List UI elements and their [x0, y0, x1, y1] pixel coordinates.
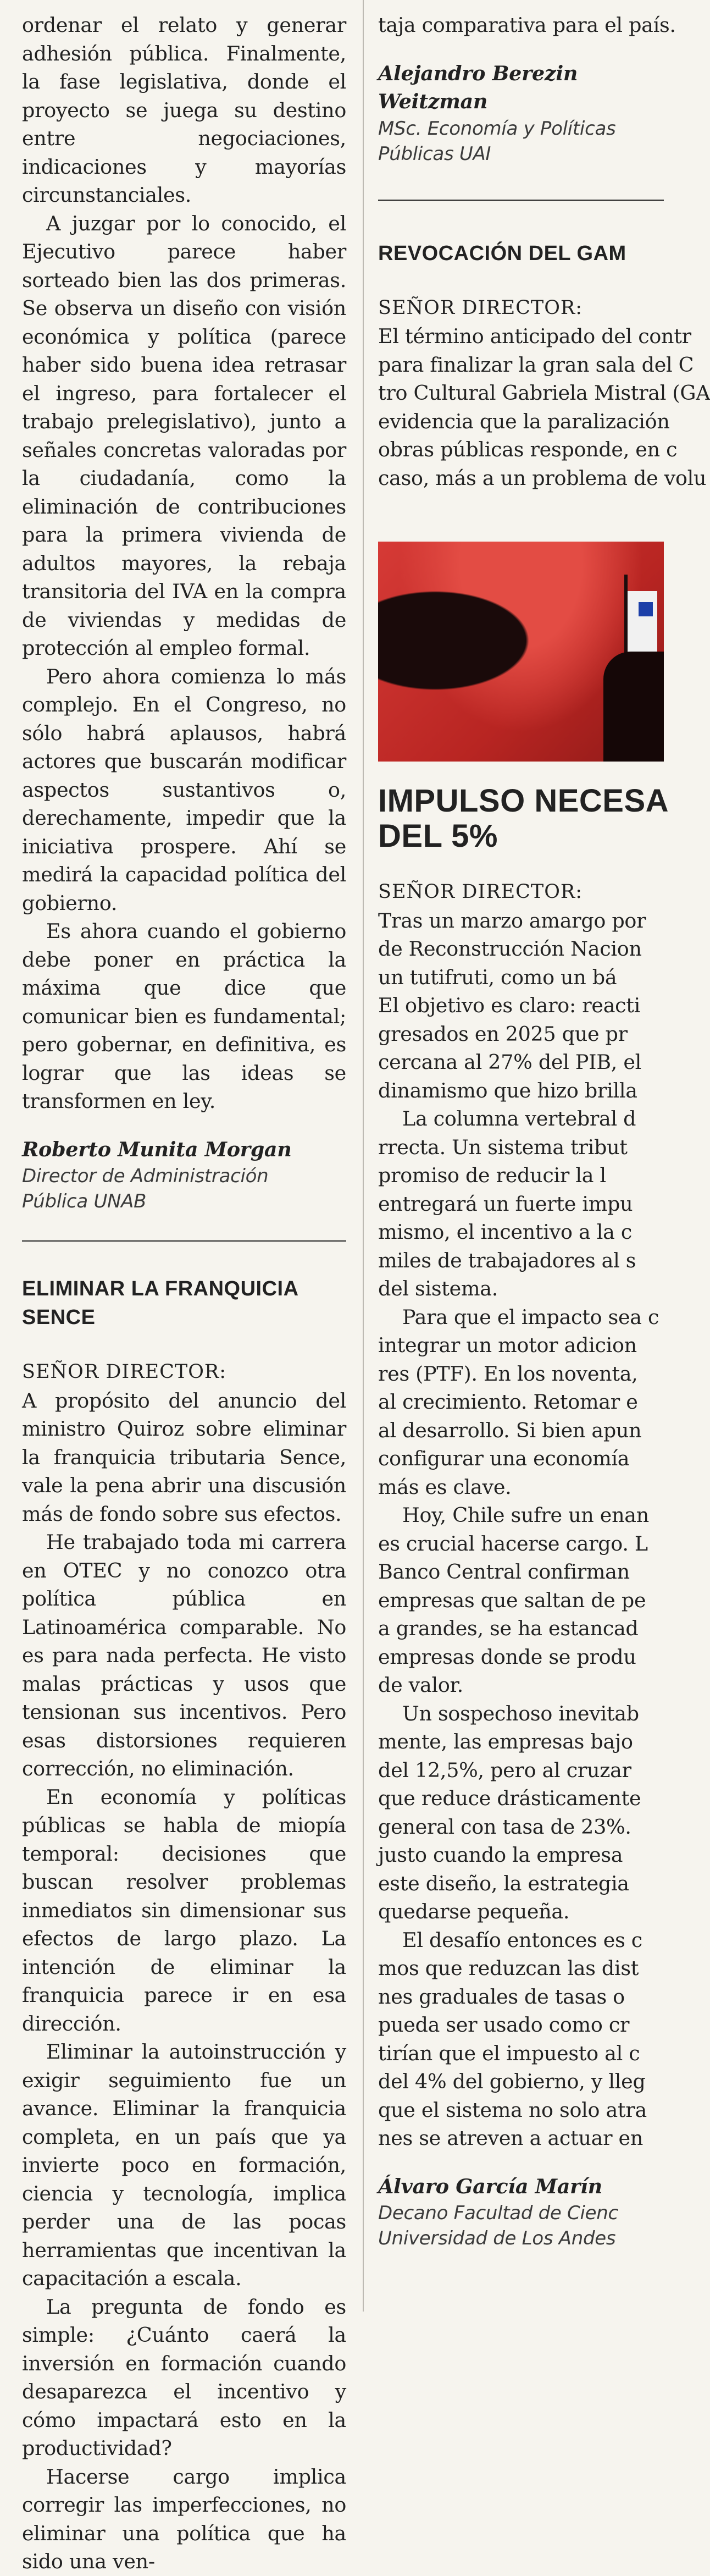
impulso-line: que reduce drásticamente: [378, 1786, 641, 1810]
impulso-line: dinamismo que hizo brilla: [378, 1078, 637, 1102]
letter1-paragraph: Es ahora cuando el gobierno debe poner en práctica la máxima que dice que comunicar bien es fundamental; pero gobernar, en definitiva, es lograr que las ideas se transformen en ley.: [22, 919, 346, 1113]
gam-letter-line: tro Cultural Gabriela Mistral (GA: [378, 381, 710, 405]
letter1-signature-role: Director de Administración: [22, 1165, 269, 1187]
letter1-signature-name: Roberto Munita Morgan: [22, 1137, 292, 1161]
impulso-line: rrecta. Un sistema tribut: [378, 1135, 628, 1159]
impulso-line: Tras un marzo amargo por: [378, 908, 646, 933]
letter2-salutation: SEÑOR DIRECTOR:: [22, 1361, 227, 1383]
impulso-line: del 12,5%, pero al cruzar: [378, 1758, 631, 1782]
letter-continuation: taja comparativa para el país.: [378, 13, 676, 37]
impulso-line: res (PTF). En los noventa,: [378, 1361, 638, 1386]
impulso-line: pueda ser usado como cr: [378, 2013, 630, 2037]
impulso-line: El objetivo es claro: reacti: [378, 994, 641, 1017]
impulso-paragraph-4: [378, 1501, 664, 1700]
impulso-line: integrar un motor adicion: [378, 1333, 637, 1357]
impulso-paragraph-3: [378, 1303, 664, 1502]
figure-silhouette: [603, 652, 664, 762]
impulso-line: miles de trabajadores al s: [378, 1248, 636, 1272]
impulso-line: quedarse pequeña.: [378, 1900, 570, 1923]
letter1-continuation: ordenar el relato y generar adhesión pública. Finalmente, la fase legislativa, donde el proyecto se juega su destino entre negociaciones, indicaciones y mayorías circunstanciales.: [22, 13, 346, 207]
impulso-line: entregará un fuerte impu: [378, 1192, 633, 1216]
impulso-line: más es clave.: [378, 1475, 512, 1499]
impulso-line: de valor.: [378, 1673, 463, 1697]
left-column: [22, 11, 346, 2576]
letter-signature-name: Alejandro Berezin Weitzman: [378, 61, 578, 113]
flag-shape: [628, 591, 657, 657]
impulso-paragraph-5: [378, 1700, 664, 1926]
letter-signature-role: MSc. Economía y Políticas: [378, 117, 616, 140]
gam-letter-line: obras públicas responde, en c: [378, 438, 678, 461]
impulso-title-line: IMPULSO NECESA: [378, 783, 669, 819]
impulso-line: a grandes, se ha estancad: [378, 1617, 639, 1640]
impulso-line: Banco Central confirman: [378, 1560, 630, 1584]
impulso-line: nes se atreven a actuar en: [378, 2126, 644, 2150]
flag-canton-shape: [639, 602, 653, 616]
letter2-paragraph: He trabajado toda mi carrera en OTEC y no conozco otra política pública en Latinoamérica comparable. No es para nada perfecta. He visto malas prácticas y usos que tensionan sus incentivos. Pero esas distorsiones requieren corrección, no eliminación.: [22, 1530, 346, 1780]
impulso-line: empresas donde se produ: [378, 1645, 636, 1669]
impulso-signature-name: Álvaro García Marín: [378, 2174, 602, 2198]
letter2-paragraph: Eliminar la autoinstrucción y exigir seguimiento fue un avance. Eliminar la franquicia completa, en un país que ya invierte poco en formación, ciencia y tecnología, implica perder una de las pocas herramientas que incentivan la capacitación a escala.: [22, 2040, 346, 2290]
impulso-line: del sistema.: [378, 1277, 498, 1300]
impulso-line: nes graduales de tasas o: [378, 1984, 625, 2009]
impulso-signature-role: Decano Facultad de Cienc: [378, 2202, 618, 2224]
right-column: [378, 11, 710, 2298]
impulso-line: gresados en 2025 que pr: [378, 1022, 628, 1046]
impulso-line: cercana al 27% del PIB, el: [378, 1050, 642, 1074]
impulso-paragraph-1: [378, 907, 664, 1105]
impulso-line: mos que reduzcan las dist: [378, 1956, 639, 1980]
impulso-line: El desafío entonces es c: [402, 1928, 642, 1952]
section-divider: [378, 200, 664, 201]
letter2-paragraph: Hacerse cargo implica corregir las imperfecciones, no eliminar una política que ha sido una ven-: [22, 2464, 346, 2573]
letter2-paragraph: A propósito del anuncio del ministro Quiroz sobre eliminar la franquicia tributaria Sence, vale la pena abrir una discusión más de fondo sobre sus efectos.: [22, 1388, 346, 1526]
impulso-salutation: SEÑOR DIRECTOR:: [378, 881, 583, 903]
impulso-line: Hoy, Chile sufre un enan: [402, 1503, 649, 1527]
impulso-line: promiso de reducir la l: [378, 1163, 606, 1187]
impulso-line: este diseño, la estrategia: [378, 1871, 629, 1895]
impulso-line: justo cuando la empresa: [378, 1843, 623, 1867]
letter1-signature-role: Pública UNAB: [22, 1190, 147, 1212]
letter2-paragraph: La pregunta de fondo es simple: ¿Cuánto caerá la inversión en formación cuando desaparezca el incentivo y cómo impactará esto en la productividad?: [22, 2294, 346, 2460]
letter1-paragraph: Pero ahora comienza lo más complejo. En el Congreso, no sólo habrá aplausos, habrá actores que buscarán modificar aspectos sustantivos o, derechamente, impedir que la iniciativa prospere. Ahí se medirá la capacidad política del gobierno.: [22, 664, 346, 915]
letter2-paragraph: En economía y políticas públicas se habla de miopía temporal: decisiones que buscan resolver problemas inmediatos sin dimensionar sus efectos de largo plazo. La intención de eliminar la franquicia parece ir en esa dirección.: [22, 1785, 346, 2036]
impulso-line: un tutifruti, como un bá: [378, 965, 617, 989]
letter1-paragraph: A juzgar por lo conocido, el Ejecutivo parece haber sorteado bien las dos primeras. Se observa un diseño con visión económica y política (parece haber sido buena idea retrasar el ingreso, para fortalecer el trabajo prelegislativo), junto a señales concretas valoradas por la ciudadanía, como la eliminación de contribuciones para la primera vivienda de adultos mayores, la rebaja transitoria del IVA en la compra de viviendas y medidas de protección al empleo formal.: [22, 211, 346, 660]
impulso-line: mismo, el incentivo a la c: [378, 1220, 632, 1244]
impulso-title-line: DEL 5%: [378, 818, 498, 854]
gam-letter-salutation: SEÑOR DIRECTOR:: [378, 296, 583, 319]
impulso-line: del 4% del gobierno, y lleg: [378, 2070, 646, 2093]
gam-letter-title: REVOCACIÓN DEL GAM: [378, 241, 626, 265]
impulso-line: Un sospechoso inevitab: [402, 1701, 639, 1725]
impulso-line: La columna vertebral d: [402, 1107, 636, 1130]
impulso-line: general con tasa de 23%.: [378, 1814, 631, 1839]
impulso-line: mente, las empresas bajo: [378, 1730, 633, 1753]
impulso-paragraph-6: [378, 1926, 664, 2153]
impulso-title: [378, 783, 669, 854]
letter2-title: [22, 1275, 346, 1332]
impulso-line: tirían que el impuesto al c: [378, 2041, 640, 2065]
impulso-line: al crecimiento. Retomar e: [378, 1390, 638, 1414]
letter2-title-line: ELIMINAR LA FRANQUICIA: [22, 1277, 299, 1300]
letter-signature-role: Públicas UAI: [378, 142, 491, 165]
column-divider: [363, 0, 364, 2312]
gam-letter-line: para finalizar la gran sala del C: [378, 352, 694, 377]
impulso-paragraph-2: [378, 1105, 664, 1303]
gam-letter-line: evidencia que la paralización: [378, 409, 670, 433]
impulso-line: empresas que saltan de pe: [378, 1588, 646, 1612]
article-photo: [378, 542, 664, 762]
gam-letter-line: caso, más a un problema de volu: [378, 466, 707, 490]
impulso-line: Para que el impacto sea c: [402, 1305, 659, 1329]
gam-letter-line: El término anticipado del contr: [378, 324, 691, 348]
impulso-line: configurar una economía: [378, 1447, 630, 1470]
impulso-line: es crucial hacerse cargo. L: [378, 1531, 648, 1555]
impulso-line: que el sistema no solo atra: [378, 2098, 647, 2122]
section-divider: [22, 1240, 346, 1242]
impulso-line: de Reconstrucción Nacion: [378, 937, 642, 961]
letter2-title-line: SENCE: [22, 1306, 96, 1329]
impulso-signature-role: Universidad de Los Andes: [378, 2227, 616, 2249]
impulso-line: al desarrollo. Si bien apun: [378, 1418, 642, 1442]
